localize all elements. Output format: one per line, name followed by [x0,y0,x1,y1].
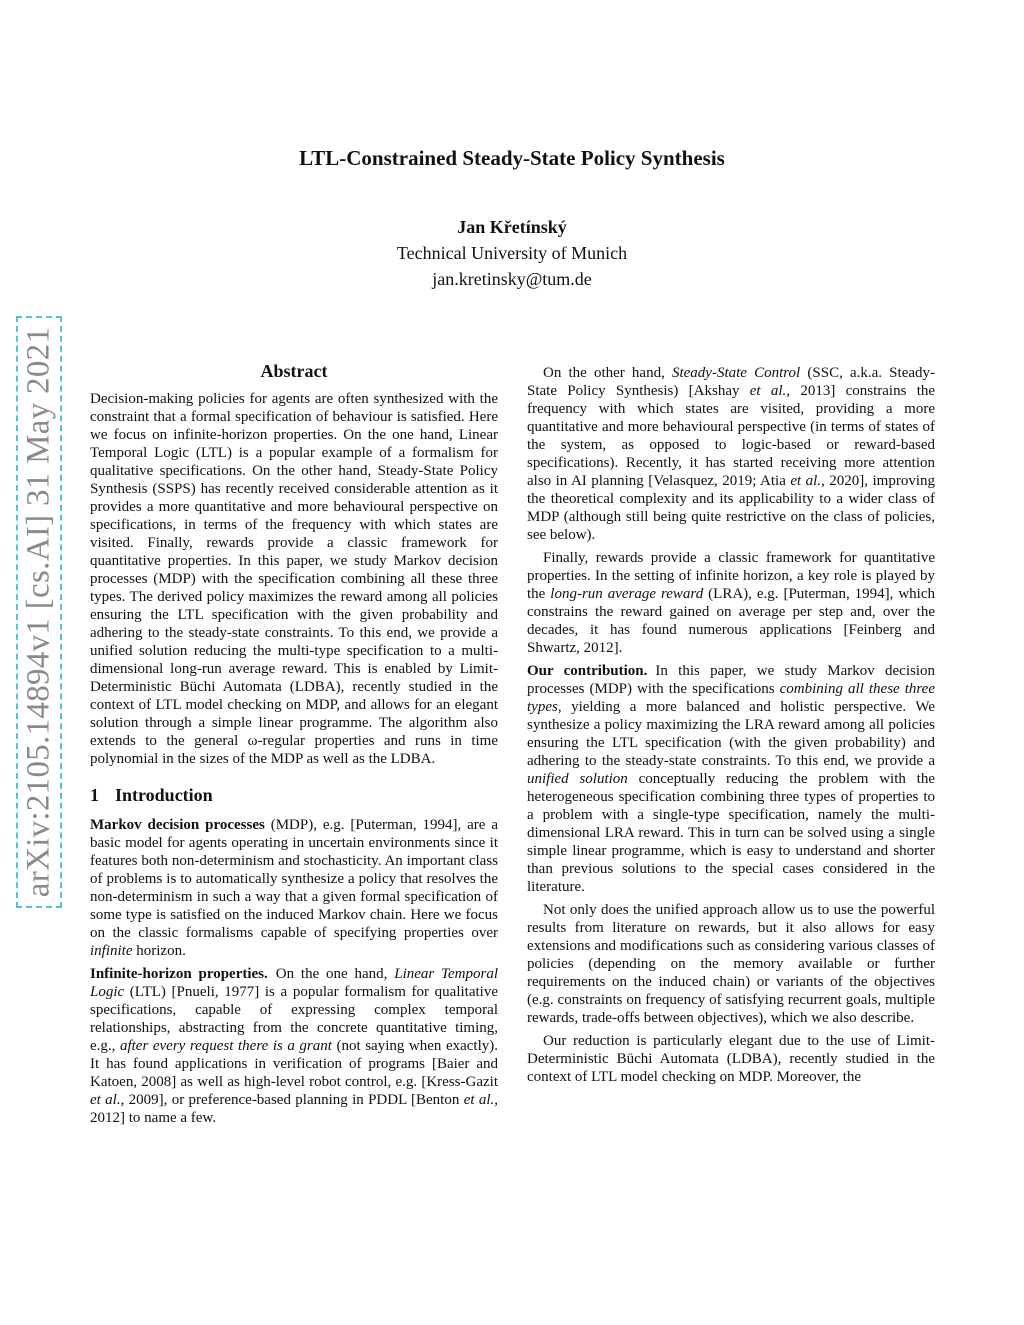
paragraph-infinite-horizon: Infinite-horizon properties. On the one hand, Linear Temporal Logic (LTL) [Pnueli, 1977] is a popular formalism for qualitative specifications, capable of expressing complex temporal relationships, abstracting from the concrete quantitative timing, e.g., after every request there is a grant (not saying when exactly). It has found applications in verification of programs [Baier and Katoen, 2008] as well as high-level robot control, e.g. [Kress-Gazit et al., 2009], or preference-based planning in PDDL [Benton et al., 2012] to name a few. [90,966,499,1126]
run-in-contribution: Our contribution. [527,663,648,679]
section-heading-introduction [90,786,498,804]
paragraph-unified-approach: Not only does the unified approach allow us to use the powerful results from literature on rewards, but it also allows for easy extensions and modifications such as considering various classes of policies (depending on the memory available or further requirements on the induced chain) or variants of the objectives (e.g. constraints on frequency of satisfying recurrent goals, multiple rewards, trade-offs between objectives), which we also describe. [527,902,935,1026]
abstract-heading: Abstract [260,361,328,381]
section-title: Introduction [115,785,213,805]
abstract-text: Decision-making policies for agents are often synthesized with the constraint that a formal specification of behaviour is satisfied. Here we focus on infinite-horizon properties. On the one hand, Linear Temporal Logic (LTL) is a popular example of a formalism for qualitative specifications. On the other hand, Steady-State Policy Synthesis (SSPS) has recently received considerable attention as it provides a more quantitative and more behavioural perspective on specifications, in terms of the frequency with which states are visited. Finally, rewards provide a classic framework for quantitative properties. In this paper, we study Markov decision processes (MDP) with the specification combining all these three types. The derived policy maximizes the reward among all policies ensuring the LTL specification with the given probability and adhering to the steady-state constraints. To this end, we provide a unified solution reducing the multi-type specification to a multi-dimensional long-run average reward. This is enabled by Limit-Deterministic Büchi Automata (LDBA), recently studied in the context of LTL model checking on MDP, and allows for an elegant solution through a simple linear programme. The algorithm also extends to the general ω-regular properties and runs in time polynomial in the sizes of the MDP as well as the LDBA. [90,391,498,767]
author-name: Jan Křetínský [457,217,567,237]
paper-title: LTL-Constrained Steady-State Policy Synthesis [299,146,725,170]
arxiv-identifier: arXiv:2105.14894v1 [cs.AI] 31 May 2021 [20,326,57,898]
arxiv-identifier-stamp [16,316,62,908]
right-column [527,364,935,1091]
paragraph-contribution: Our contribution. In this paper, we study Markov decision processes (MDP) with the specifications combining all these three types, yielding a more balanced and holistic perspective. We synthesize a policy maximizing the LRA reward among all policies ensuring the LTL specification (with the given probability) and adhering to the steady-state constraints. To this end, we provide a unified solution conceptually reducing the problem with the heterogeneous specification combining three types of properties to a problem with a single-type specification, namely the multi-dimensional LRA reward. This in turn can be solved using a single simple linear programme, which is easy to understand and shorter than previous solutions to the special cases considered in the literature. [527,663,935,895]
paragraph-mdp: Markov decision processes (MDP), e.g. [Puterman, 1994], are a basic model for agents operating in uncertain environments since it features both non-determinism and stochasticity. An important class of problems is to automatically synthesize a policy that resolves the non-determinism in such a way that a given formal specification of some type is satisfied on the induced Markov chain. Here we focus on the classic formalisms capable of specifying properties over infinite horizon. [90,817,499,959]
author-email: jan.kretinsky@tum.de [432,269,592,289]
left-column [90,362,498,1132]
author-affiliation: Technical University of Munich [396,243,628,263]
run-in-infinite-horizon: Infinite-horizon properties. [90,966,268,982]
author-block [0,214,1024,292]
section-number: 1 [90,785,99,805]
paragraph-reduction: Our reduction is particularly elegant due to the use of Limit-Deterministic Büchi Automata (LDBA), recently studied in the context of LTL model checking on MDP. Moreover, the [527,1033,935,1085]
paragraph-steady-state-control: On the other hand, Steady-State Control (SSC, a.k.a. Steady-State Policy Synthesis) [Akshay et al., 2013] constrains the frequency with which states are visited, providing a more quantitative and more behavioural perspective (in terms of states of the system, as opposed to logic-based or reward-based specifications). Recently, it has started receiving more attention also in AI planning [Velasquez, 2019; Atia et al., 2020], improving the theoretical complexity and its applicability to a wider class of MDP (although still being quite restrictive on the class of policies, see below). [527,365,936,543]
run-in-mdp: Markov decision processes [90,817,265,833]
paragraph-rewards: Finally, rewards provide a classic framework for quantitative properties. In the setting of infinite horizon, a key role is played by the long-run average reward (LRA), e.g. [Puterman, 1994], which constrains the reward gained on average per step and, over the decades, it has found numerous applications [Feinberg and Shwartz, 2012]. [527,550,935,656]
